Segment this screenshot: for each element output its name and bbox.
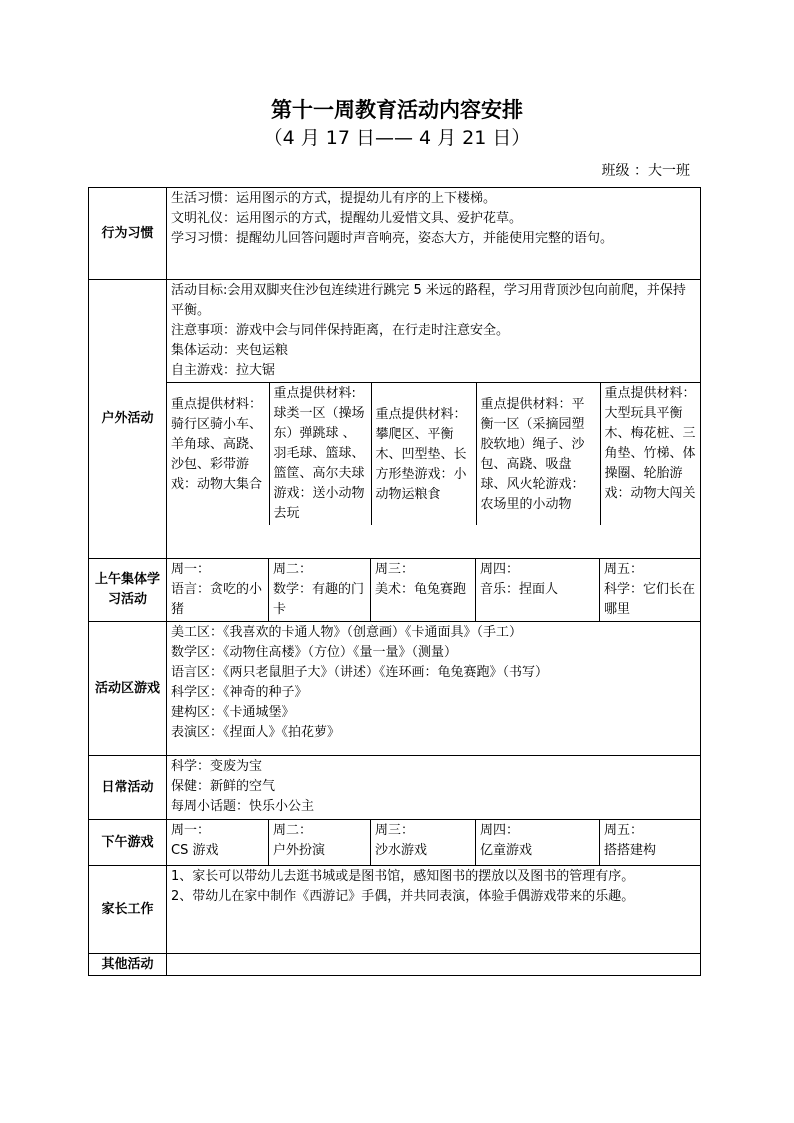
behavior-line: 生活习惯：运用图示的方式，提提幼儿有序的上下楼梯。 [171,191,497,206]
area-games-line: 语言区：《两只老鼠胆子大》（讲述）《连环画：龟兔赛跑》（书写） [171,665,549,680]
area-games-line: 科学区：《神奇的种子》 [171,685,308,700]
outdoor-line: 注意事项：游戏中会与同伴保持距离，在行走时注意安全。 [171,323,510,338]
row-header-parents: 家长工作 [89,866,167,954]
schedule-table [88,187,701,976]
row-header-daily: 日常活动 [89,756,167,820]
daily-content [167,756,701,820]
row-behavior [89,188,701,280]
day-label: 周五： [604,562,644,577]
daily-line: 每周小话题：快乐小公主 [171,799,315,814]
day-label: 周五： [604,823,644,838]
row-outdoor-top [89,280,701,383]
area-games-line: 表演区：《捏面人》《拍花萝》 [171,725,341,740]
area-games-line: 建构区：《卡通城堡》 [171,705,295,720]
row-morning [89,559,701,622]
day-label: 周一： [171,823,211,838]
outdoor-area-3: 重点提供材料：攀爬区、平衡木、凹型垫、长方形垫游戏：小动物运粮食 [371,383,476,525]
outdoor-area-4: 重点提供材料：平衡一区（采摘园塑胶软地）绳子、沙包、高跷、吸盘球、风火轮游戏：农场里的小动物 [476,383,600,525]
day-activity: 搭搭建构 [604,843,657,858]
day-label: 周四： [480,562,520,577]
day-label: 周一： [171,562,211,577]
row-header-afternoon: 下午游戏 [89,820,167,866]
day-activity: 沙水游戏 [375,843,428,858]
day-activity: 音乐：捏面人 [480,582,559,597]
outdoor-content [167,280,701,383]
morning-day-2 [269,559,371,622]
area-games-content [167,622,701,756]
morning-day-5 [600,559,701,622]
row-outdoor-areas [89,383,701,559]
other-content [167,954,701,976]
row-other [89,954,701,976]
outdoor-area-1: 重点提供材料：骑行区骑小车、羊角球、高跷、沙包、彩带游戏：动物大集合 [167,383,269,525]
afternoon-day-4 [476,820,600,866]
day-label: 周三： [375,562,415,577]
behavior-line: 学习习惯：提醒幼儿回答问题时声音响亮，姿态大方，并能使用完整的语句。 [171,231,614,246]
outdoor-areas [167,383,701,559]
parents-line: 2、带幼儿在家中制作《西游记》手偶，并共同表演，体验手偶游戏带来的乐趣。 [171,889,635,904]
outdoor-line: 活动目标:会用双脚夹住沙包连续进行跳完 5 米远的路程，学习用背顶沙包向前爬，并保持平衡。 [171,283,686,318]
day-activity: 美术：龟兔赛跑 [375,582,467,597]
day-activity: 语言：贪吃的小猪 [171,582,263,617]
row-header-area-games: 活动区游戏 [89,622,167,756]
morning-day-1 [167,559,269,622]
day-activity: 户外扮演 [273,843,326,858]
area-games-line: 美工区：《我喜欢的卡通人物》（创意画）《卡通面具》（手工） [171,625,523,640]
afternoon-day-2 [269,820,371,866]
row-area-games [89,622,701,756]
afternoon-day-5 [600,820,701,866]
row-daily [89,756,701,820]
day-label: 周三： [375,823,415,838]
day-activity: 数学：有趣的门卡 [273,582,365,617]
outdoor-line: 集体运动：夹包运粮 [171,343,289,358]
row-afternoon [89,820,701,866]
row-header-behavior: 行为习惯 [89,188,167,280]
row-parents [89,866,701,954]
row-header-outdoor: 户外活动 [89,280,167,559]
outdoor-area-2: 重点提供材料:球类一区（操场东）弹跳球 、羽毛球、篮球、篮筐、高尔夫球游戏：送小动物去玩 [269,383,371,525]
row-header-morning: 上午集体学习活动 [89,559,167,622]
morning-day-3 [371,559,476,622]
afternoon-day-1 [167,820,269,866]
parents-line: 1、家长可以带幼儿去逛书城或是图书馆，感知图书的摆放以及图书的管理有序。 [171,869,635,884]
area-games-line: 数学区：《动物住高楼》（方位）《量一量》（测量） [171,645,458,660]
outdoor-area-5: 重点提供材料：大型玩具平衡木、梅花桩、三角垫、竹梯、体操圈、轮胎游戏：动物大闯关 [600,383,701,525]
daily-line: 保健：新鲜的空气 [171,779,276,794]
parents-content [167,866,701,954]
date-range: （4 月 17 日—— 4 月 21 日） [263,127,531,149]
behavior-content [167,188,701,280]
behavior-line: 文明礼仪：运用图示的方式，提醒幼儿爱惜文具、爱护花草。 [171,211,523,226]
class-label: 班级 ：大一班 [601,163,690,179]
day-label: 周二： [273,562,313,577]
day-label: 周二： [273,823,313,838]
outdoor-line: 自主游戏：拉大锯 [171,363,276,378]
row-header-other: 其他活动 [89,954,167,976]
day-label: 周四： [480,823,520,838]
day-activity: 科学：它们长在哪里 [604,582,696,617]
day-activity: 亿童游戏 [480,843,533,858]
morning-day-4 [476,559,600,622]
daily-line: 科学：变废为宝 [171,759,263,774]
page-title: 第十一周教育活动内容安排 [271,98,523,122]
afternoon-day-3 [371,820,476,866]
day-activity: CS 游戏 [171,843,219,858]
